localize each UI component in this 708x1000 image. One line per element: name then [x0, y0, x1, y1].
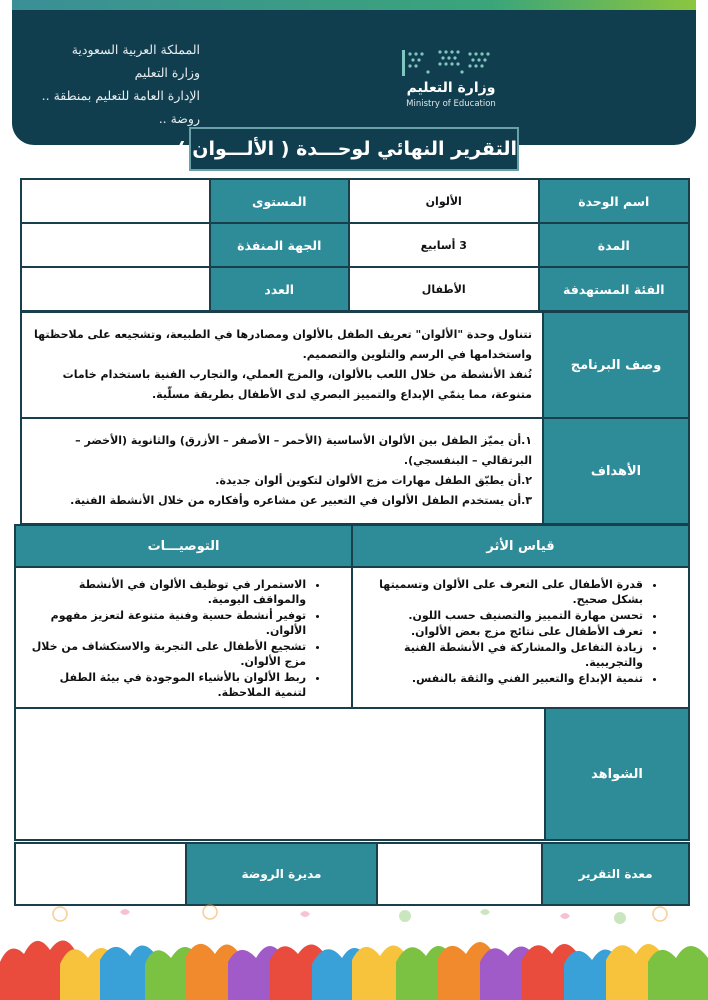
- recommendations-cell: [15, 567, 352, 708]
- recommendation-item: • توفير أنشطة حسية وفنية متنوعة لتعزيز مفهوم الألوان.: [27, 608, 306, 638]
- level-value: [21, 179, 210, 223]
- level-label: المستوى: [210, 179, 349, 223]
- report-title: التقرير النهائي لوحـــدة ( الألـــوان ): [189, 127, 519, 171]
- target-group-label: الفئة المستهدفة: [539, 267, 689, 311]
- header-text-block: [40, 38, 200, 130]
- description-paragraph: تُنفذ الأنشطة من خلال اللعب بالألوان، والمزج العملي، والتجارب الفنية باستخدام خامات متنوعة، مما ينمّي الإبداع والتمييز البصري لدى الأطفال بطريقة مسلّية.: [62, 368, 532, 401]
- count-value: [21, 267, 210, 311]
- header-line-kindergarten: روضة ..: [158, 111, 200, 126]
- logo-arabic-text: وزارة التعليم: [406, 80, 496, 96]
- unit-info-table: [20, 178, 690, 312]
- target-group-value: الأطفال: [349, 267, 539, 311]
- executor-value: [21, 223, 210, 267]
- logo-english-text: Ministry of Education: [406, 99, 496, 109]
- impact-item: • زيادة التفاعل والمشاركة في الأنشطة الفنية والتجريبية.: [364, 640, 643, 670]
- goal-item: ٣.أن يستخدم الطفل الألوان في التعبير عن مشاعره وأفكاره من خلال الأنشطة الفنية.: [70, 494, 532, 507]
- principal-signature: [15, 843, 186, 905]
- goal-item: ١.أن يميّز الطفل بين الألوان الأساسية (الأحمر – الأصفر – الأزرق) والثانوية (الأخضر – البرتقالي – البنفسجي).: [75, 434, 532, 467]
- impact-item: • تنمية الإبداع والتعبير الفني والثقة بالنفس.: [364, 671, 643, 686]
- colorful-hands-decoration: [0, 902, 708, 1000]
- preparer-label: معدة التقرير: [542, 843, 689, 905]
- goals-list: [21, 418, 543, 524]
- goal-item: ٢.أن يطبّق الطفل مهارات مزج الألوان لتكوين ألوان جديدة.: [215, 474, 532, 487]
- impact-recommendations-table: [14, 524, 690, 709]
- header-line-country: المملكة العربية السعودية: [71, 42, 200, 57]
- description-paragraph: تتناول وحدة "الألوان" تعريف الطفل بالألوان ومصادرها في الطبيعة، وتشجيعه على ملاحظتها واستخدامها في الرسم والتلوين والتصميم.: [34, 328, 532, 361]
- preparer-signature: [377, 843, 542, 905]
- recommendation-item: • ربط الألوان بالأشياء الموجودة في بيئة الطفل لتنمية الملاحظة.: [27, 670, 306, 700]
- recommendation-item: • الاستمرار في توظيف الألوان في الأنشطة والمواقف اليومية.: [27, 577, 306, 607]
- impact-header: قياس الأثر: [352, 525, 689, 567]
- goals-label: الأهداف: [543, 418, 689, 524]
- evidence-label: الشواهد: [545, 708, 689, 840]
- impact-item: • تحسن مهارة التمييز والتصنيف حسب اللون.: [364, 608, 643, 623]
- header-line-directorate: الإدارة العامة للتعليم بمنطقة ..: [41, 88, 200, 103]
- program-description: [21, 312, 543, 418]
- evidence-area: [15, 708, 545, 840]
- impact-item: • قدرة الأطفال على التعرف على الألوان وتسميتها بشكل صحيح.: [364, 577, 643, 607]
- recommendations-list: [27, 577, 324, 700]
- executor-label: الجهة المنفذة: [210, 223, 349, 267]
- duration-value: 3 أسابيع: [349, 223, 539, 267]
- impact-item: • تعرف الأطفال على نتائج مزج بعض الألوان.: [364, 624, 643, 639]
- signature-table: [14, 842, 690, 906]
- unit-name-label: اسم الوحدة: [539, 179, 689, 223]
- description-goals-table: [20, 311, 690, 525]
- header-line-ministry: وزارة التعليم: [134, 65, 200, 80]
- recommendations-header: التوصيـــات: [15, 525, 352, 567]
- impact-list: [364, 577, 661, 686]
- duration-label: المدة: [539, 223, 689, 267]
- impact-cell: [352, 567, 689, 708]
- principal-label: مديرة الروضة: [186, 843, 377, 905]
- count-label: العدد: [210, 267, 349, 311]
- program-description-label: وصف البرنامج: [543, 312, 689, 418]
- recommendation-item: • تشجيع الأطفال على التجربة والاستكشاف من خلال مزج الألوان.: [27, 639, 306, 669]
- evidence-table: [14, 707, 690, 841]
- unit-name-value: الألوان: [349, 179, 539, 223]
